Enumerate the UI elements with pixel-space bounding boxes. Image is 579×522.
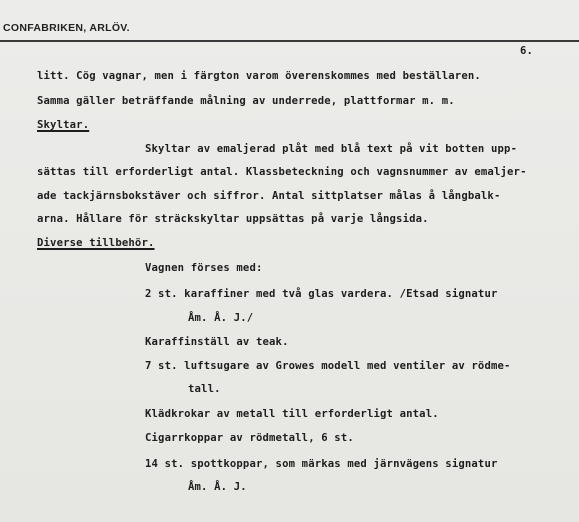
list-item: Karaffinställ av teak. [145,336,289,348]
page-number: 6. [520,45,534,57]
list-item: Klädkrokar av metall till erforderligt antal. [145,408,439,420]
signature-text: Åm. Å. J./ [188,312,254,324]
list-item: Cigarrkoppar av rödmetall, 6 st. [145,432,354,444]
text-line: Vagnen förses med: [145,262,263,274]
section-heading-diverse: Diverse tillbehör. [37,237,155,249]
text-line: arna. Hållare för sträckskyltar uppsättas på varje långsida. [37,213,429,225]
text-line: Skyltar av emaljerad plåt med blå text på vit botten upp- [145,143,518,155]
section-heading-skyltar: Skyltar. [37,119,90,131]
signature-text: Åm. Å. J. [188,481,247,493]
text-line: sättas till erforderligt antal. Klassbeteckning och vagnsnummer av emaljer- [37,166,527,178]
header-rule [0,40,579,42]
text-line: ade tackjärnsbokstäver och siffror. Antal sittplatser målas å långbalk- [37,190,501,202]
letterhead-company: CONFABRIKEN, ARLÖV. [3,22,130,34]
text-line: Samma gäller beträffande målning av underrede, plattformar m. m. [37,95,455,107]
list-item: 2 st. karaffiner med två glas vardera. /Etsad signatur [145,288,498,300]
list-item: 14 st. spottkoppar, som märkas med järnvägens signatur [145,458,498,470]
text-line: tall. [188,383,221,395]
text-line: litt. Cög vagnar, men i färgton varom överenskommes med beställaren. [37,70,481,82]
list-item: 7 st. luftsugare av Growes modell med ventiler av rödme- [145,360,511,372]
